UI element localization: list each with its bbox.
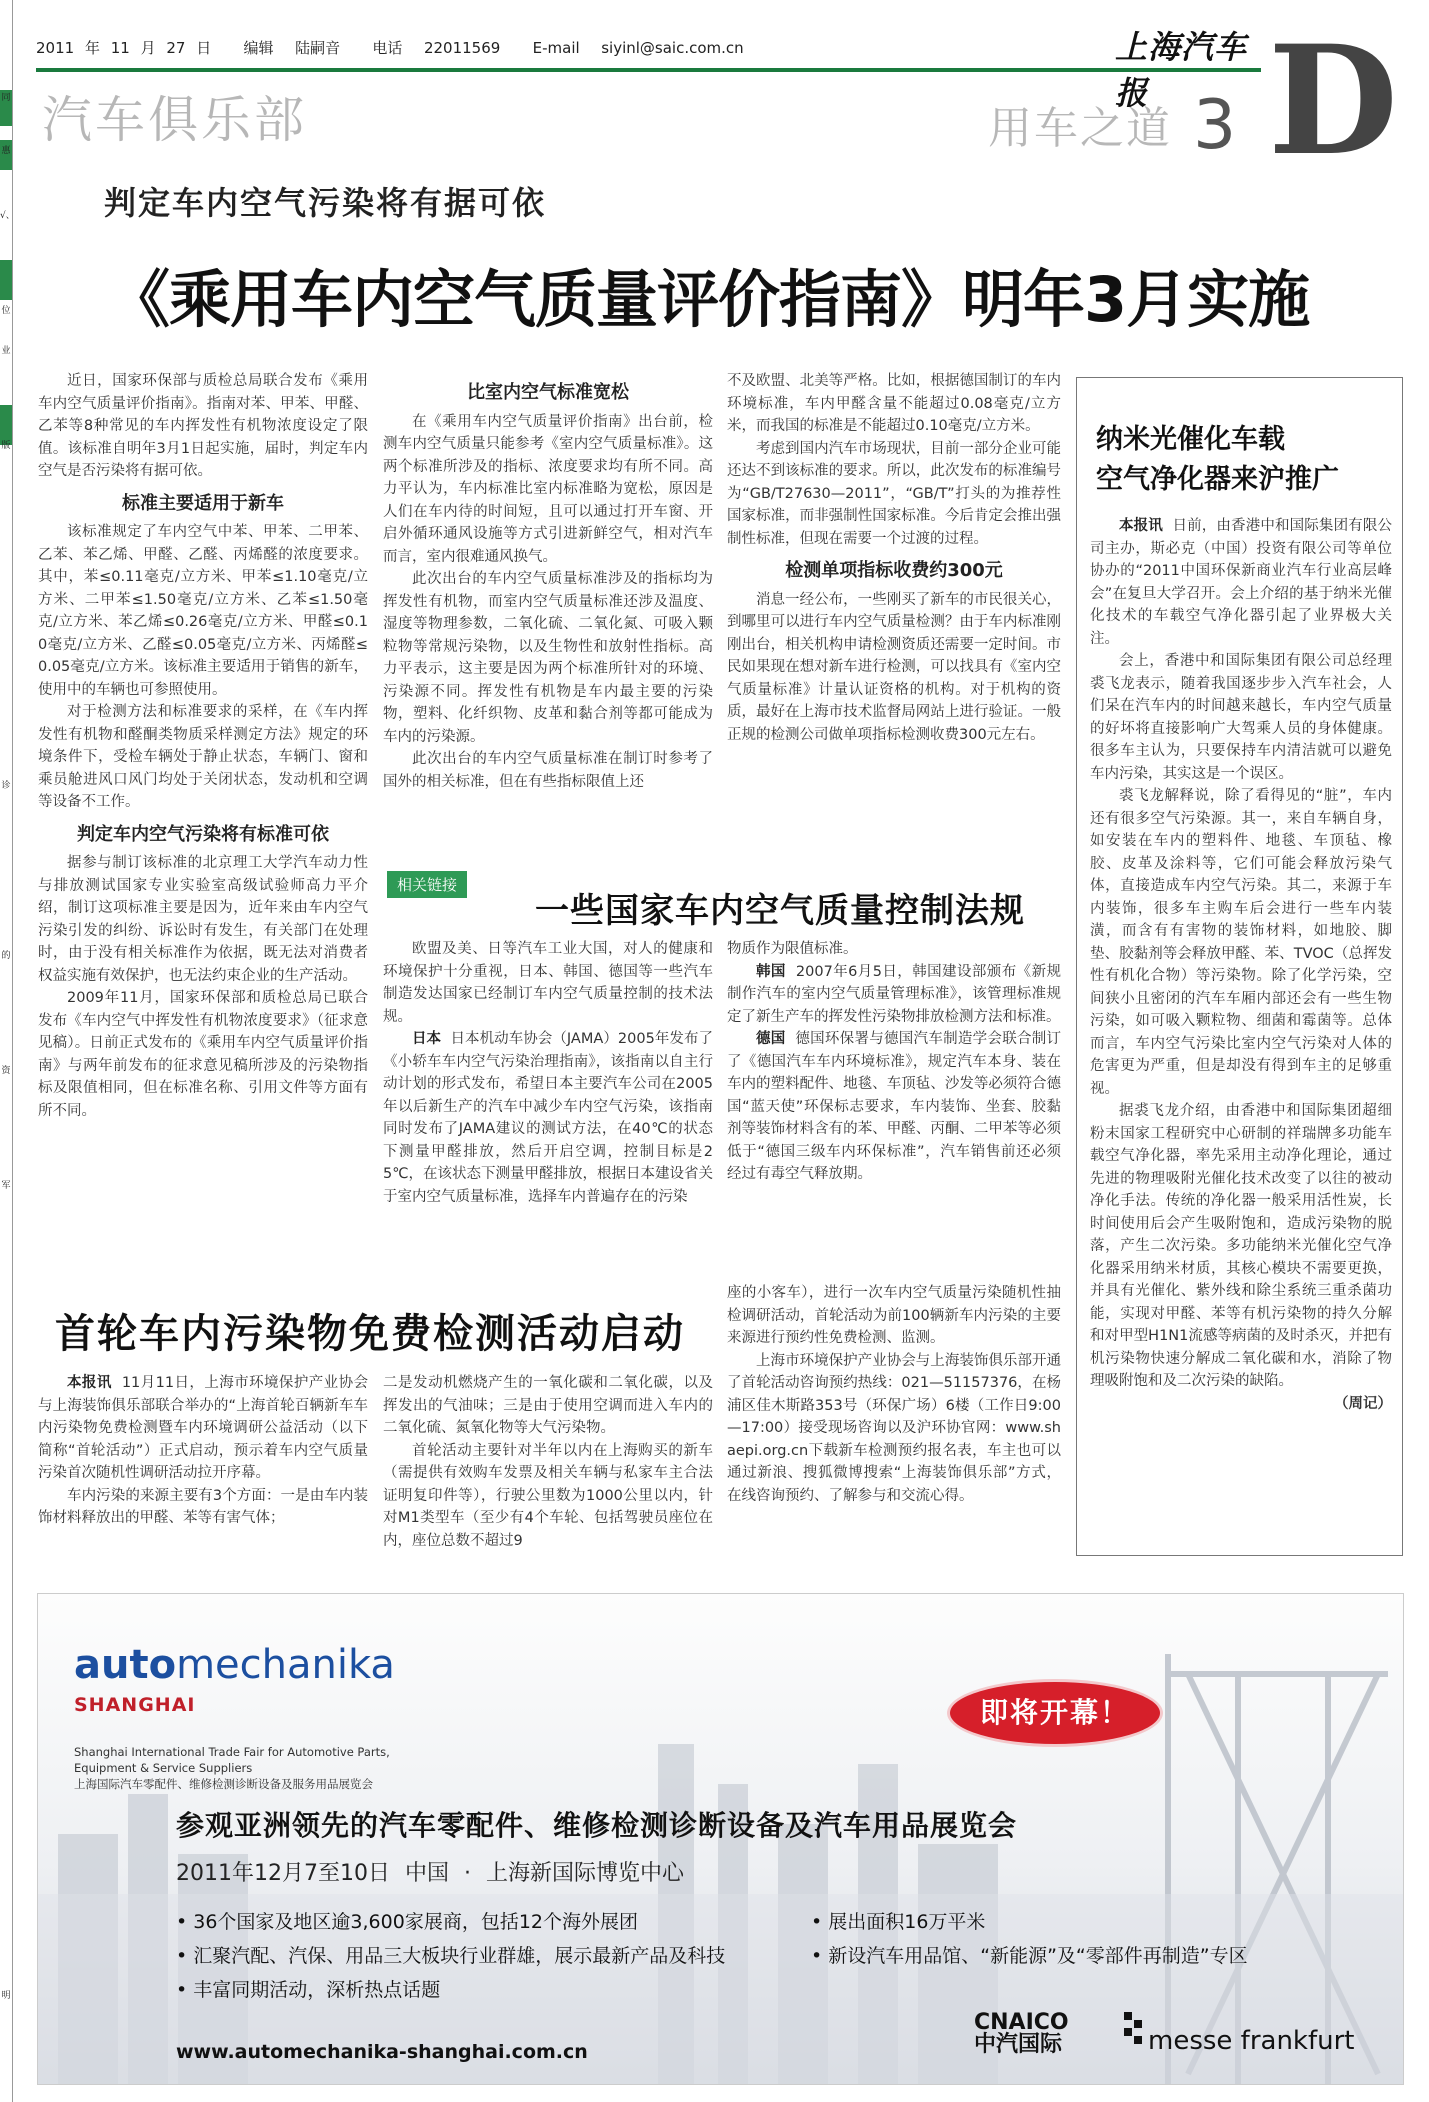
fair-description-line: 上海国际汽车零配件、维修检测诊断设备及服务用品展览会 <box>74 1777 373 1791</box>
edge-char: 明 <box>1 1991 11 2001</box>
header-info-line <box>36 37 744 58</box>
fair-description-line: Shanghai International Trade Fair for Automotive Parts, <box>74 1745 390 1759</box>
side-story-title <box>1096 420 1396 500</box>
subheading: 检测单项指标收费约300元 <box>785 560 1003 581</box>
paragraph: 该标准规定了车内空气中苯、甲苯、二甲苯、乙苯、苯乙烯、甲醛、乙醛、丙烯醛的浓度要求。其中，苯≤0.11毫克/立方米、甲苯≤1.10毫克/立方米、二甲苯≤1.50毫克/立方米、乙苯≤1.50毫克/立方米、苯乙烯≤0.26毫克/立方米、甲醛≤0.10毫克/立方米、乙醛≤0.05毫克/立方米、丙烯醛≤0.05毫克/立方米。该标准主要适用于销售的新车，使用中的车辆也可参照使用。 <box>38 524 368 698</box>
paragraph: 德国环保署与德国汽车制造学会联合制订了《德国汽车车内环境标准》，规定汽车本身、装在车内的塑料配件、地毯、车顶毡、沙发等必须符合德国“蓝天使”环保标志要求，车内装饰、坐套、胶黏剂等装饰材料含有的苯、甲醛、丙酮、二甲苯等必须低于“德国三级车内环保标准”，汽车销售前还必须经过有毒空气释放期。 <box>727 1031 1062 1182</box>
side-title-line: 纳米光催化车载 <box>1096 424 1285 455</box>
edge-green-bar <box>0 405 12 445</box>
paragraph: 据参与制订该标准的北京理工大学汽车动力性与排放测试国家专业实验室高级试验师高力平介绍，制订这项标准主要是因为，近年来由车内空气污染引发的纠纷、诉讼时有发生，有关部门在处理时，由于没有相关标准作为依据，既无法对消费者权益实施有效保护，也无法约束企业的生产活动。 <box>38 855 368 984</box>
fair-description-line: Equipment & Service Suppliers <box>74 1761 253 1775</box>
dateline: 本报讯 <box>1119 518 1163 534</box>
ad-bullet: • 36个国家及地区逾3,600家展商，包括12个海外展团 <box>176 1911 638 1933</box>
paragraph: 裘飞龙解释说，除了看得见的“脏”，车内还有很多空气污染源。其一，来自车辆自身，如安装在车内的塑料件、地毯、车顶毡、橡胶、皮革及涂料等，它们可能会释放污染气体，直接造成车内空气污染。其二，来源于车内装饰，很多车主购车后会进行一些车内装潢，而含有有害物的装饰材料，如地胶、脚垫、胶黏剂等会释放甲醛、苯、TVOC（总挥发性有机化合物）等污染物。除了化学污染，空间狭小且密闭的汽车车厢内部还会有一些生物污染，如可吸入颗粒物、细菌和霉菌等。总体而言，车内空气污染比室内空气污染对人体的危害更为严重，但是却没有得到车主的足够重视。 <box>1090 788 1392 1097</box>
paragraph: 近日，国家环保部与质检总局联合发布《乘用车内空气质量评价指南》。指南对苯、甲苯、甲醛、乙苯等8种常见的车内挥发性有机物浓度设定了限值。该标准自明年3月1日起实施，届时，判定车内空气是否污染将有据可依。 <box>38 373 368 479</box>
paragraph: 不及欧盟、北美等严格。比如，根据德国制订的车内环境标准，车内甲醛含量不能超过0.08毫克/立方米，而我国的标准是不能超过0.10毫克/立方米。 <box>727 373 1061 434</box>
paragraph: 考虑到国内汽车市场现状，目前一部分企业可能还达不到该标准的要求。所以，此次发布的标准编号为“GB/T27630—2011”，“GB/T”打头的为推荐性国家标准，而非强制性国家标准。今后肯定会推出强制性标准，但现在需要一个过渡的过程。 <box>727 440 1061 547</box>
paragraph: 对于检测方法和标准要求的采样，在《车内挥发性有机物和醛酮类物质采样测定方法》规定的环境条件下，受检车辆处于静止状态，车辆门、窗和乘员舱进风口风门均处于关闭状态，发动机和空调等设备不工作。 <box>38 704 368 810</box>
editor-label: 编辑 <box>243 39 274 57</box>
paragraph: 2007年6月5日，韩国建设部颁布《新规制作汽车的室内空气质量管理标准》，该管理标准规定了新生产车的挥发性污染物排放检测方法和标准。 <box>727 963 1061 1025</box>
story1-column-3 <box>727 370 1061 746</box>
newspaper-masthead: 上海汽车报 <box>1115 28 1248 112</box>
ad-bullet: • 展出面积16万平米 <box>811 1911 986 1933</box>
cnaico-logo-en: CNAICO <box>974 2010 1069 2035</box>
paragraph: 11月11日，上海市环境保护产业协会与上海装饰俱乐部联合举办的“上海首轮百辆新车车内污染物免费检测暨车内环境调研公益活动（以下简称“首轮活动”）正式启动，预示着车内空气质量污染首次随机性调研活动拉开序幕。 <box>38 1375 369 1481</box>
paragraph: 此次出台的车内空气质量标准在制订时参考了国外的相关标准，但在有些指标限值上还 <box>383 751 713 790</box>
ad-venue: 中国 · 上海新国际博览中心 <box>404 1861 684 1886</box>
header-rule <box>36 68 1261 72</box>
dateline: 本报讯 <box>67 1375 112 1391</box>
edge-char: 惠 <box>1 146 11 156</box>
edge-char: 版 <box>1 441 11 451</box>
ad-main-title: 参观亚洲领先的汽车零配件、维修检测诊断设备及汽车用品展览会 <box>176 1809 1018 1842</box>
ad-website-link[interactable]: www.automechanika-shanghai.com.cn <box>176 2041 588 2063</box>
edge-char: √、 <box>0 211 15 221</box>
ad-date: 2011年12月7至10日 <box>176 1861 390 1886</box>
paragraph: 首轮活动主要针对半年以内在上海购买的新车（需提供有效购车发票及相关车辆与私家车主合法证明复印件等），行驶公里数为1000公里以内，针对M1类型车（至少有4个车轮、包括驾驶员座位在内，座位总数不超过9 <box>383 1442 713 1549</box>
story2-headline: 首轮车内污染物免费检测活动启动 <box>55 1310 685 1357</box>
editor-name: 陆嗣音 <box>295 39 341 57</box>
side-story-body <box>1090 515 1392 1415</box>
paragraph: 上海市环境保护产业协会与上海装饰俱乐部开通了首轮活动咨询预约热线：021—51157376，在杨浦区佳木斯路353号（环保广场）6楼（工作日9:00—17:00）接受现场咨询以及沪环协官网：www.shaepi.org.cn下载新车检测预约报名表，车主也可以通过新浪、搜狐微博搜索“上海装饰俱乐部”方式，在线咨询预约、了解参与和交流心得。 <box>727 1352 1061 1504</box>
edge-char: 资 <box>1 1066 11 1076</box>
ad-bullet: • 丰富同期活动，深析热点话题 <box>176 1979 441 2001</box>
messe-frankfurt-logo: messe frankfurt <box>1148 2026 1355 2056</box>
section-subtitle: 用车之道 <box>988 103 1172 154</box>
country-label: 德国 <box>756 1031 786 1047</box>
page-section-letter: D <box>1268 13 1399 189</box>
edge-char: 同 <box>1 93 11 103</box>
edge-char: 的 <box>1 951 11 961</box>
phone-label: 电话 <box>372 39 403 57</box>
issue-date: 2011 年 11 月 27 日 <box>36 39 212 57</box>
edge-char: 位 <box>1 306 11 316</box>
paragraph: 日前，由香港中和国际集团有限公司主办，斯必克（中国）投资有限公司等单位协办的“2011中国环保新商业汽车行业高层峰会”在复旦大学召开。会上介绍的基于纳米光催化技术的车载空气净化器引起了业界极大关注。 <box>1090 518 1393 647</box>
paragraph: 日本机动车协会（JAMA）2005年发布了《小轿车车内空气污染治理指南》，该指南以自主行动计划的形式发布，希望日本主要汽车公司在2005年以后新生产的汽车中减少车内空气污染，该指南同时发布了JAMA建议的测试方法，在40℃的状态下测量甲醛排放，然后开启空调，控制目标是25℃，在该状态下测量甲醛排放，根据日本建设省关于室内空气质量标准，选择车内普遍存在的污染 <box>383 1031 714 1205</box>
ad-date-venue <box>176 1856 684 1887</box>
edge-char: 业 <box>1 346 11 356</box>
phone-number: 22011569 <box>423 39 501 57</box>
automechanika-logo <box>74 1642 395 1688</box>
story1-column-1 <box>38 370 368 1122</box>
paragraph: 在《乘用车内空气质量评价指南》出台前，检测车内空气质量只能参考《室内空气质量标准》。这两个标准所涉及的指标、浓度要求均有所不同。高力平认为，车内标准比室内标准略为宽松，原因是人们在车内待的时间短，且可以通过打开车窗、开启外循环通风设施等方式引进新鲜空气，相对汽车而言，室内很难通风换气。 <box>383 413 713 565</box>
paragraph: 欧盟及美、日等汽车工业大国，对人的健康和环境保护十分重视，日本、韩国、德国等一些汽车制造发达国家已经制订车内空气质量控制的技术法规。 <box>383 941 713 1025</box>
subheading: 比室内空气标准宽松 <box>467 382 629 403</box>
paragraph: 二是发动机燃烧产生的一氧化碳和二氧化碳，以及挥发出的气油味；三是由于使用空调而进入车内的二氧化硫、氮氧化物等大气污染物。 <box>383 1375 713 1436</box>
opening-soon-badge: 即将开幕！ <box>950 1682 1160 1744</box>
paragraph: 此次出台的车内空气质量标准涉及的指标均为挥发性有机物，而室内空气质量标准还涉及温度、湿度等物理参数，二氧化硫、二氧化氮、可吸入颗粒物等常规污染物，以及生物性和放射性指标。高力平表示，这主要是因为两个标准所针对的环境、污染源不同。挥发性有机物是车内最主要的污染物，塑料、化纤织物、皮革和黏合剂等都可能成为车内的污染源。 <box>383 571 713 745</box>
story-headline: 《乘用车内空气质量评价指南》明年3月实施 <box>108 263 1310 336</box>
email-label: E-mail <box>532 39 580 57</box>
story-kicker: 判定车内空气污染将有据可依 <box>104 184 547 222</box>
messe-frankfurt-icon <box>1122 2010 1148 2050</box>
ad-bullet: • 汇聚汽配、汽保、用品三大板块行业群雄，展示最新产品及科技 <box>176 1945 726 1967</box>
story1-column-2 <box>383 380 713 793</box>
paragraph: 会上，香港中和国际集团有限公司总经理裘飞龙表示，随着我国逐步步入汽车社会，人们呆在汽车内的时间越来越长，车内空气质量的好坏将直接影响广大驾乘人员的身体健康。很多车主认为，只要保持车内清洁就可以避免车内污染，其实这是一个误区。 <box>1090 653 1392 782</box>
story2-column-2 <box>383 1372 713 1552</box>
automechanika-advertisement[interactable] <box>37 1593 1404 2085</box>
story2-column-1 <box>38 1372 368 1530</box>
logo-text-auto: auto <box>74 1642 177 1688</box>
paragraph: 据裘飞龙介绍，由香港中和国际集团超细粉末国家工程研究中心研制的祥瑞牌多功能车载空气净化器，率先采用主动净化理论，通过先进的物理吸附光催化技术改变了以往的被动净化手法。传统的净化器一般采用活性炭，长时间使用后会产生吸附饱和，造成污染物的脱落，产生二次污染。多功能纳米光催化空气净化器采用纳米材质，其核心模块不需要更换，并具有光催化、紫外线和除尘系统三重杀菌功能，实现对甲醛、苯等有机污染物的持久分解和对甲型H1N1流感等病菌的及时杀灭，并把有机污染物快速分解成二氧化碳和水，消除了物理吸附饱和及二次污染的缺陷。 <box>1090 1103 1392 1389</box>
page-edge-strip <box>0 0 13 2102</box>
related-column-2 <box>727 938 1061 1186</box>
story2-column-3 <box>727 1282 1061 1507</box>
related-column-1 <box>383 938 713 1208</box>
cnaico-logo-cn: 中汽国际 <box>974 2032 1063 2057</box>
related-link-tag: 相关链接 <box>387 871 467 898</box>
side-title-line: 空气净化器来沪推广 <box>1096 464 1339 495</box>
paragraph: 座的小客车），进行一次车内空气质量污染随机性抽检调研活动，首轮活动为前100辆新车内污染的主要来源进行预约性免费检测、监测。 <box>727 1285 1061 1346</box>
paragraph: 车内污染的来源主要有3个方面：一是由车内装饰材料释放出的甲醛、苯等有害气体； <box>38 1487 368 1526</box>
edge-char: 诊 <box>1 781 11 791</box>
ad-bullet: • 新设汽车用品馆、“新能源”及“零部件再制造”专区 <box>811 1945 1248 1967</box>
section-name: 汽车俱乐部 <box>42 91 307 149</box>
country-label: 日本 <box>412 1031 442 1047</box>
cnaico-logo <box>974 2012 1069 2056</box>
email-address[interactable]: siyinl@saic.com.cn <box>601 39 744 57</box>
page-number: 3 <box>1193 86 1237 165</box>
subheading: 标准主要适用于新车 <box>122 492 284 514</box>
paragraph: 2009年11月，国家环保部和质检总局已联合发布《车内空气中挥发性有机物浓度要求》（征求意见稿）。日前正式发布的《乘用车内空气质量评价指南》与两年前发布的征求意见稿所涉及的污染物指标及限值相同，但在标准名称、引用文件等方面有所不同。 <box>38 990 368 1119</box>
paragraph: 消息一经公布，一些刚买了新车的市民很关心，到哪里可以进行车内空气质量检测？由于车内标准刚刚出台，相关机构申请检测资质还需要一定时间。市民如果现在想对新车进行检测，可以找具有《室内空气质量标准》计量认证资格的机构。对于机构的资质，最好在上海市技术监督局网站上进行验证。一般正规的检测公司做单项指标检测收费300元左右。 <box>727 591 1061 743</box>
logo-text-mechanika: mechanika <box>176 1642 395 1688</box>
fair-description <box>74 1744 390 1792</box>
logo-city: SHANGHAI <box>74 1694 196 1716</box>
paragraph: 物质作为限值标准。 <box>727 941 858 957</box>
related-headline: 一些国家车内空气质量控制法规 <box>535 891 1025 931</box>
subheading: 判定车内空气污染将有标准可依 <box>77 823 329 845</box>
edge-char: 军 <box>1 1181 11 1191</box>
byline: （周记） <box>1334 1395 1392 1412</box>
country-label: 韩国 <box>756 963 786 980</box>
edge-green-bar <box>0 260 12 300</box>
